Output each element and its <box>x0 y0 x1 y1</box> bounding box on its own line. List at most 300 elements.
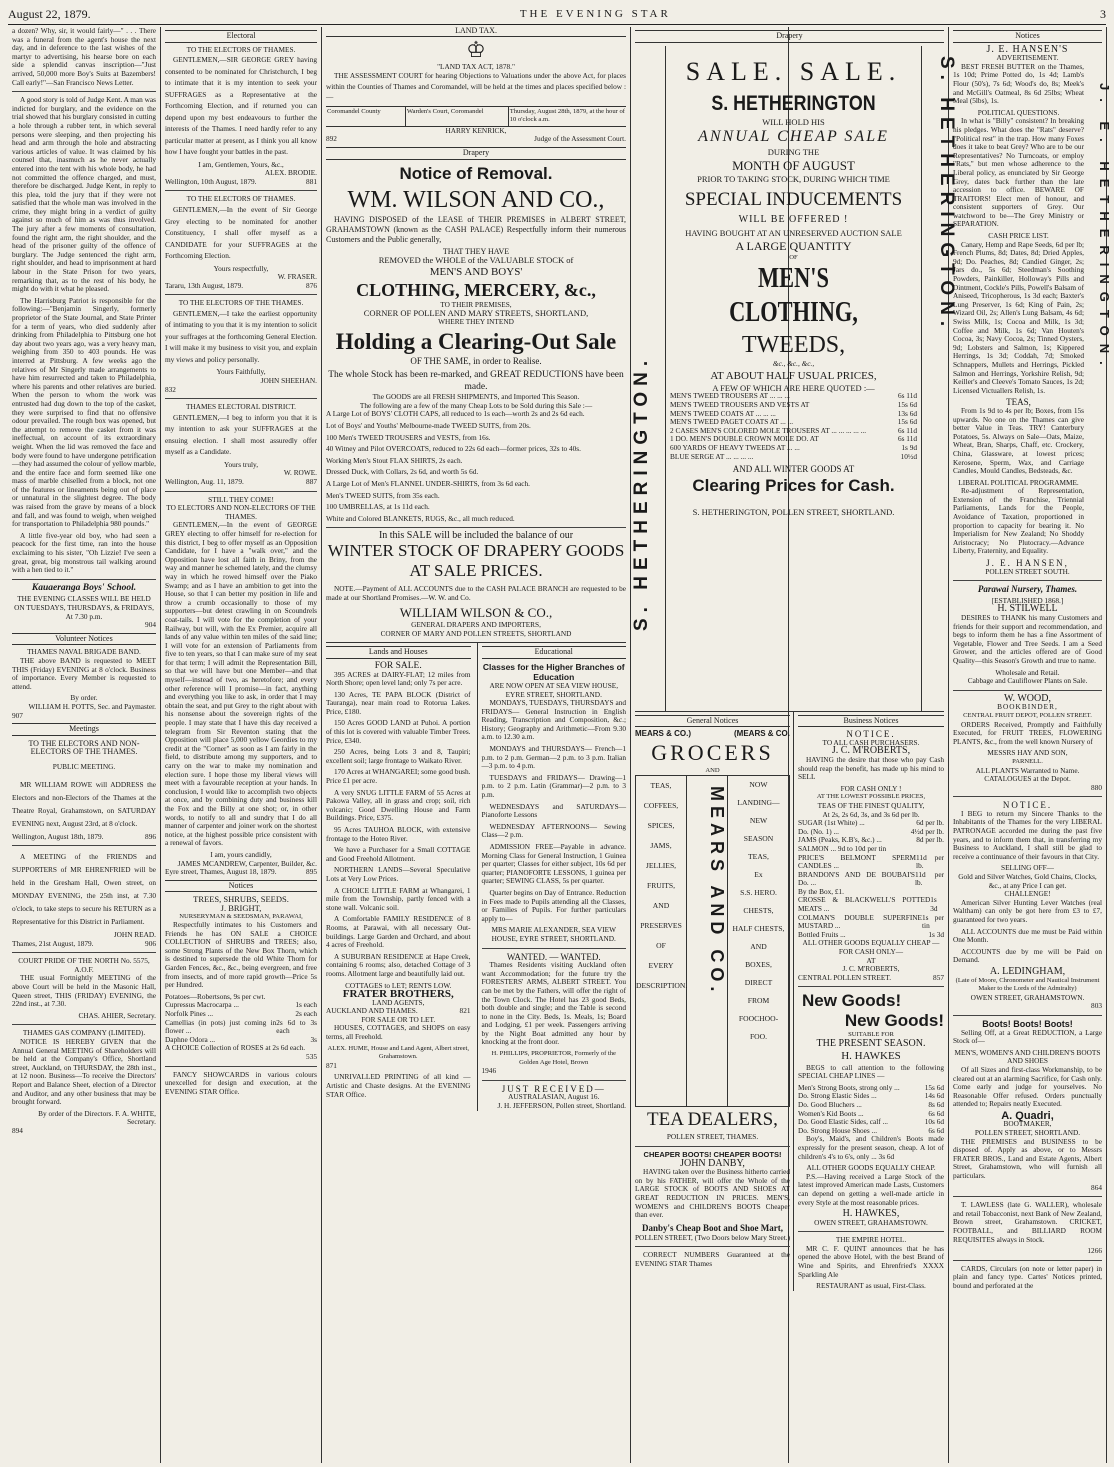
new-goods-1: New Goods! <box>802 991 902 1011</box>
price-item: BLUE SERGE AT ... ... ... ... <box>670 451 754 461</box>
elector4-number: 887 <box>306 477 317 486</box>
danby-heading: Danby's Cheap Boot and Shoe Mart, <box>641 1222 784 1233</box>
price-item: JAMS (Peaks, K.B's, &c.) ... <box>798 835 882 845</box>
stilwell-body: DESIRES to THANK his many Customers and friends for their support and recommendation, and begs to inform them he has a fine Assortment of Vegetable, Flower and Tree Seeds. I am a Seed Grower, and the articles offered are of Good Quality—this Season's Growth and true to name. <box>953 613 1102 665</box>
for-sale-or-let: FOR SALE OR TO LET. <box>361 1014 436 1024</box>
elector4-date: Wellington, Aug. 11, 1879. <box>165 477 244 486</box>
list-item: TEAS, <box>748 852 769 862</box>
established: [ESTABLISHED 1868.] <box>991 595 1064 605</box>
list-item: LANDING— <box>737 798 780 808</box>
divider <box>953 1260 1102 1261</box>
elector3-signature: JOHN SHEEHAN. <box>260 376 317 386</box>
mens-and-boys: MEN'S AND BOYS' <box>429 265 523 278</box>
wanted-number: 1946 <box>481 1066 497 1076</box>
divider <box>165 491 317 492</box>
tea-address: POLLEN STREET, THAMES. <box>666 1132 759 1142</box>
hetherington-price-list <box>670 392 917 461</box>
houses-body: HOUSES, COTTAGES, and SHOPS on easy terms, all Freehold. <box>326 1023 471 1042</box>
hansen-body-wrap <box>953 63 1084 556</box>
cabbage-plants: Cabbage and Cauliflower Plants on Sale. <box>967 676 1088 686</box>
roberts-footer <box>798 974 944 983</box>
volunteer-section-heading: Volunteer Notices <box>12 633 156 646</box>
land-tax-footer <box>326 135 626 144</box>
winter-stock: WINTER STOCK OF DRAPERY GOODS AT SALE PRICES. <box>327 540 625 580</box>
quadri-subtitle: BOOTMAKER, <box>1003 1119 1052 1129</box>
challenge: CHALLENGE! <box>1004 889 1051 899</box>
meeting2-body: A MEETING of the FRIENDS and SUPPORTERS of MR EHRENFRIED will be held in the Gresham Hall, Owen street, on MONDAY EVENING, the 25th inst, at 7.30 o'clock, to take steps to secure his RETURN as a Representative for this District in Parliament. <box>12 852 156 927</box>
list-item: BOXES, <box>745 960 772 970</box>
winter-goods: AND ALL WINTER GOODS AT <box>732 464 855 475</box>
during-the: DURING THE <box>767 147 820 158</box>
meeting2-number: 906 <box>145 938 156 948</box>
catalogues: CATALOGUES at the Depot. <box>984 774 1071 784</box>
price-value: 2s 6d to 3s each <box>276 1017 317 1036</box>
school-body: THE EVENING CLASSES WILL BE HELD ON TUESDAYS, THURSDAYS, & FRIDAYS, At 7.30 p.m. <box>14 594 154 621</box>
story-petrified: The Harrisburg Patriot is responsible for the following:—"Benjamin Singerly, formerly proprietor of the State Journal, and State Printer for a term of years, who died suddenly after drinking from Philadelphia to Pittsburg one hot day about two years ago, was a very heavy man, weighing from 350 to 403 pounds. He was interred at Pittsburg. A few weeks ago the relatives of Mr Singerly made arrangements to have him resurrected and taken to Philadelphia, where his parents and other relatives are buried. When the person to whom the work was entrusted had dug down to the top of the casket, they were surprised to find that no offensive odour prevailed. The rough box was opened, but the attempt to remove the casket from it was ineffectual, on account of its extraordinary weight. When the lid was removed the face and body were found to have undergone petrification—they had assumed the colour of yellow marble, and the entire face and form seemed like one mass of marble chiselled from a block, not one of the features or lineaments being out of place or unnatural in the slightest degree. The body was raised from the grave by means of a block and fall, and was found to weigh, when weighed for transportation to Philadelphia 980 pounds." <box>12 295 156 529</box>
crest-icon: ♔ <box>466 36 486 62</box>
educational-section <box>477 643 627 1110</box>
removed-stock: REMOVED the WHOLE of the VALUABLE STOCK of <box>378 255 574 266</box>
large-quantity: A LARGE QUANTITY <box>735 238 852 253</box>
table-cell: Thursday, August 28th, 1879, at the hour of 10 o'clock a.m. <box>509 107 625 124</box>
list-item: 100 UMBRELLAS, at 1s 11d each. <box>326 502 430 512</box>
price-item: Do. Good Elastic Sides, calf ... <box>798 1117 888 1127</box>
business-notices-heading: Business Notices <box>798 715 944 728</box>
price-row <box>165 1019 317 1036</box>
divider <box>165 1066 317 1067</box>
danby-address: POLLEN STREET, (Two Doors below Mary Street.) <box>635 1232 790 1242</box>
tea-dealers: TEA DEALERS, <box>647 1109 778 1131</box>
page-number: 3 <box>1099 6 1106 21</box>
hetherington-name: S. HETHERINGTON <box>711 91 876 115</box>
list-item: S.S. HERO. <box>740 888 777 898</box>
price-value: 11d per lb. <box>914 869 944 888</box>
price-item: 1 DO. MEN'S DOUBLE CROWN MOLE DO. AT <box>670 434 819 444</box>
grocers: GROCERS <box>651 739 774 765</box>
list-item: Working Men's Stout FLAX SHIRTS, 2s each. <box>326 455 463 465</box>
elector2-close: Yours respectfully, <box>213 263 269 273</box>
price-item: BRANDON'S AND DE BOUBAI'S Do. ... <box>798 869 915 888</box>
meeting-body: MR WILLIAM ROWE will ADDRESS the Electors and non-Electors of the Thames at the Theatre Royal, Grahamstown, on SATURDAY EVENING next, August 23rd, at 8 o'clock. <box>12 779 156 828</box>
court-body: THE usual Fortnightly MEETING of the above Court will be held in the Masonic Hall, Queen street, THIS (FRIDAY) EVENING, the 22nd inst., at 7.30. <box>12 973 156 1009</box>
lands-northern: NORTHERN LANDS—Several Speculative Lots at Very Low Prices. <box>326 865 471 883</box>
boots-body: Selling Off, at a Great REDUCTION, a Large Stock of— <box>953 1027 1102 1046</box>
premises-number: 864 <box>1091 1182 1102 1192</box>
fresh-shipments: The GOODS are all FRESH SHIPMENTS, and Imported This Season. <box>372 392 580 402</box>
wood-orders: ORDERS Received, Promptly and Faithfully Executed, for FRUIT TREES, FLOWERING PLANTS, &c., from the well known Nursery of <box>953 719 1102 746</box>
to-premises: TO THEIR PREMISES, <box>440 299 512 309</box>
australasian: AUSTRALASIAN, August 16. <box>508 1092 600 1102</box>
cash-purchasers: TO ALL CASH PURCHASERS. <box>822 737 920 747</box>
list-item: 250 Acres, being Lots 3 and 8, Taupiri; excellent soil; large frontage to Waikato River. <box>326 747 471 765</box>
elector5-number: 895 <box>306 867 317 877</box>
frater-number: 821 <box>459 1006 471 1016</box>
wood-name: W. WOOD, <box>1004 692 1051 704</box>
wood-number: 880 <box>1091 782 1102 792</box>
elector3-title: TO THE ELECTORS OF THE THAMES. <box>178 298 304 308</box>
correct-numbers: CORRECT NUMBERS Guaranteed at the EVENING STAR Thames <box>635 1250 790 1268</box>
hansen-vertical: J. E. HETHERINGTON. <box>1097 82 1112 373</box>
divider <box>482 948 627 949</box>
notice-of-removal: Notice of Removal. <box>399 163 553 183</box>
clearing-out-sale: Holding a Clearing-Out Sale <box>335 328 617 354</box>
price-item: Do. Strong Elastic Sides ... <box>798 1091 877 1101</box>
hansen-ad <box>953 61 1112 556</box>
wanted-body: Thames Residents visiting Auckland often want Accommodation; for the future try the FORESTERS' ARMS, ALBERT STREET. You can be met by the Fathers, will offer the right of the Town Clock. The Hotel has 23 good Beds, both double and single; and the Table is second to none in the City. Beds, 1s. Meals, 1s; Board and Lodging, £1 per week. Passengers arriving by the Night Boat admitted any hour by knocking at the front door. <box>481 960 626 1047</box>
divider <box>953 1015 1102 1016</box>
cash-price-list: CASH PRICE LIST. <box>988 231 1049 241</box>
half-prices: AT ABOUT HALF USUAL PRICES, <box>710 369 877 382</box>
mears-left: MEARS & CO.) <box>635 729 691 739</box>
mears-header <box>635 730 790 739</box>
price-item: Camellias (in pots) just coming in flower ... <box>165 1017 277 1036</box>
lands-section <box>326 643 471 1110</box>
payment-note: NOTE.—Payment of ALL ACCOUNTS due to the CASH PALACE BRANCH are requested to be made at our Shortland Promises.—W. W. and Co. <box>326 583 626 602</box>
land-tax-number: 892 <box>326 134 337 144</box>
gas-title: THAMES GAS COMPANY (LIMITED). <box>22 1028 146 1038</box>
trees-number: 535 <box>306 1052 317 1061</box>
price-value: 14s 6d <box>924 1091 944 1101</box>
cottages-to-let: COTTAGES to LET; RENTS LOW. <box>345 980 452 990</box>
story-judge-kent: A good story is told of Judge Kent. A man was indicted for burglary, and the evidence on the trial showed that his burglary consisted in cutting a hole through a rubber tent, in which several persons were sleeping, and then projecting his head and arm through the hole and abstracting various articles of value. It was claimed by his counsel that, inasmuch as he never actually entered into the tent with his whole body, he had not committed the offence charged, and must, therefore be discharged. Judge Kent, in reply to this plea, told the jury that if they were not satisfied that the whole man was involved in the crime, they might bring in a verdict of guilty against so much of him as was thus involved. The jury after a few moments of consultation, found the right arm, the right shoulder, and the head of the prisoner guilty of the offence of burglary. The Judge sentenced the right arm, right shoulder, and head to imprisonment at hard labour in the State Prison for two years, remarking that, as to the rest of his body, he might do with it what he pleased. <box>12 95 157 294</box>
mears-right: (MEARS & CO. <box>734 729 790 739</box>
elector4-footer <box>165 478 317 487</box>
price-item: Women's Kid Boots ... <box>798 1108 864 1118</box>
hansen-name-2: J. E. HANSEN, <box>986 558 1069 569</box>
list-item: NEW <box>749 816 768 826</box>
list-item: 95 Acres TAUHOA BLOCK, with extensive frontage to the Hoteo River. <box>326 825 471 843</box>
hawkes-name: H. HAWKES <box>841 1049 901 1062</box>
list-item: 395 ACRES at DAIRY-FLAT; 12 miles from North Shore; open level land; only 7s per acre. <box>326 669 471 688</box>
price-item: 600 YARDS OF HEAVY TWEEDS AT ... ... <box>670 442 800 452</box>
cards-body: CARDS, Circulars (on note or letter paper) in plain and fancy type. Cartes' Notices printed, bound and perforated at the <box>953 1263 1102 1290</box>
list-item: FRUITS, <box>646 881 676 891</box>
roberts-signature: J. C. M'ROBERTS, <box>842 964 900 974</box>
mears-section <box>635 712 793 1291</box>
list-item: 170 Acres at WHANGAREI; some good bush. Price £1 per acre. <box>326 767 471 786</box>
divider <box>953 796 1102 797</box>
parnell: PARNELL. <box>1012 757 1043 765</box>
hawkes-address: OWEN STREET, GRAHAMSTOWN. <box>814 1217 928 1227</box>
elector3-close: Yours Faithfully, <box>216 367 266 377</box>
list-item: WEDNESDAYS and SATURDAYS— Pianoforte Lessons <box>481 801 626 820</box>
land-tax-signature: HARRY KENRICK, <box>445 125 507 135</box>
price-value: 10½d <box>900 451 917 461</box>
suitable-for: SUITABLE FOR <box>848 1031 894 1039</box>
price-value: 8s 6d <box>928 1099 944 1109</box>
trees-title: TREES, SHRUBS, SEEDS. <box>193 894 289 905</box>
list-item: 40 Witney and Pilot OVERCOATS, reduced to 22s 6d each—former prices, 32s to 40s. <box>326 444 581 454</box>
cash-only: FOR CASH ONLY ! <box>840 783 902 793</box>
trees-name: J. BRIGHT, <box>220 902 262 913</box>
for-sale: FOR SALE. <box>374 660 422 671</box>
list-item: DIRECT <box>744 978 773 988</box>
meeting-date: Wellington, August 18th, 1879. <box>12 831 104 841</box>
hay-and-son: MESSRS HAY AND SON, <box>987 748 1068 758</box>
list-item: 150 Acres GOOD LAND at Puhoi. A portion of this lot is covered with valuable Timber Trees. Price, £340. <box>326 718 471 745</box>
table-cell: Coromandel County <box>326 107 406 126</box>
list-item: SPICES, <box>647 821 675 831</box>
hansen-name: J. E. HANSEN'S <box>986 43 1069 55</box>
price-value: 2s each <box>295 1009 317 1019</box>
frater-address: AUCKLAND AND THAMES. <box>326 1006 418 1016</box>
frater-brothers: FRATER BROTHERS, <box>342 988 454 1001</box>
mears-box <box>635 775 790 1107</box>
corner-address: CORNER OF POLLEN AND MARY STREETS, SHORTLAND, <box>363 308 589 319</box>
month-of-august: MONTH OF AUGUST <box>732 157 855 173</box>
court-title: COURT PRIDE OF THE NORTH No. 5575, A.O.F. <box>18 956 150 974</box>
list-item: WEDNESDAY AFTERNOONS— Sewing Class—2 p.m. <box>481 821 626 840</box>
band-signature: WILLIAM H. POTTS, Sec. and Paymaster. <box>28 701 156 711</box>
lands-choice: A CHOICE LITTLE FARM at Whangarei, 1 mile from the Township, partly fenced with a stone wall. Volcanic soil. <box>326 885 471 912</box>
divider <box>635 1146 790 1147</box>
notice-body: I BEG to return my Sincere Thanks to the Inhabitants of the Thames for the very LIBERAL PATRONAGE accorded me during the past five years, and to inform them that, in transferring my Business to Auckland, I shall still be glad to receive a continuance of their favours in that City. <box>953 808 1102 861</box>
list-item: A very SNUG LITTLE FARM of 55 Acres at Pakowa Valley, all in grass and crop; soil, rich volcanic; Good Dwelling House and Farm Buildings. Price, £375. <box>326 787 471 823</box>
list-item: FOO. <box>749 1032 768 1042</box>
divider <box>798 1231 944 1232</box>
land-tax-heading: LAND TAX. <box>326 27 626 37</box>
special-inducements: SPECIAL INDUCEMENTS <box>684 189 903 211</box>
annual-cheap-sale: ANNUAL CHEAP SALE <box>698 128 889 146</box>
ledingham-body: (Late of Moore, Chronometer and Nautical Instrument Maker to the Lords of the Admiralty) <box>955 976 1100 993</box>
at-label: AT <box>866 955 876 965</box>
elector5-subtitle: TO ELECTORS AND NON-ELECTORS OF THE THAMES. <box>166 503 316 521</box>
empire-hotel: THE EMPIRE HOTEL. <box>835 1235 907 1245</box>
in-this-sale: In this SALE will be included the balance of our <box>378 530 574 542</box>
list-item: Lot of Boys' and Youths' Melbourne-made TWEED SUITS, from 20s. <box>326 421 531 430</box>
price-item: SUGAR (1st White) ... <box>798 818 865 828</box>
price-item: MEN'S TWEED TROUSERS AND VESTS AT <box>670 399 810 409</box>
mears-vertical-cell <box>687 776 728 1106</box>
price-item: A CHOICE Collection of ROSES at 2s 6d each. <box>165 1043 306 1053</box>
divider <box>953 1196 1102 1197</box>
clothing-mercery: CLOTHING, MERCERY, &c., <box>356 279 596 300</box>
elector1-body: GENTLEMEN,—SIR GEORGE GREY having consented to be nominated for Christchurch, I beg to intimate that it is my intention to seek your SUFFRAGES as a Representative at the Forthcoming Election, and if returned you can depend upon my best endeavours to further the interests of the Thames. I need hardly refer to any particular matter at present, as I think you all know how I have fought your battles in the past. <box>165 55 317 157</box>
divider <box>635 1246 790 1247</box>
list-item: ADMISSION FREE—Payable in advance. Morning Class for General Instruction, 1 Guinea per quarter; Classes for either subject, 10s 6d per quarter; PIANOFORTE LESSONS, 1 guinea per quarter; SEWING CLASS, 5s per quarter. <box>481 842 626 886</box>
list-item: PRESERVES <box>640 921 682 931</box>
tweeds: TWEEDS, <box>741 332 846 359</box>
price-item: CROSSE & BLACKWELL'S POTTED MEATS ... <box>798 895 931 914</box>
band-title: THAMES NAVAL BRIGADE BAND. <box>27 647 141 657</box>
land-tax-act: "LAND TAX ACT, 1878." <box>437 61 515 71</box>
wilson-lots-list <box>326 410 626 523</box>
hetherington-address: S. HETHERINGTON, POLLEN STREET, SHORTLAND. <box>692 506 895 517</box>
column-2 <box>161 27 321 1463</box>
list-item: HALF CHESTS, <box>732 924 785 934</box>
elector1-footer <box>165 178 317 187</box>
business-section <box>793 712 944 1291</box>
danby-name: JOHN DANBY, <box>680 1157 745 1169</box>
price-item: Cupressus Macrocarpa ... <box>165 1000 239 1010</box>
price-row <box>670 453 917 462</box>
list-item: EVERY <box>648 961 674 971</box>
price-item: Do. Strong House Shoes ... <box>798 1125 878 1135</box>
list-item: TUESDAYS and FRIDAYS— Drawing—1 p.m. to 2 p.m. Latin (Grammar)—2 p.m. to 3 p.m. <box>481 772 626 800</box>
elector5-footer <box>165 868 317 877</box>
quadri-address: POLLEN STREET, SHORTLAND. <box>974 1128 1081 1138</box>
divider <box>12 91 156 92</box>
roberts-name: J. C. M'ROBERTS, <box>831 745 911 757</box>
price-value: 4½d per lb. <box>910 826 944 836</box>
list-item: JELLIES, <box>645 861 677 871</box>
clearing-prices: Clearing Prices for Cash. <box>692 475 895 495</box>
story-advertising: a dozen? Why, sir, it would fairly—" . . . There was a funeral from the agent's house the next day, and in deference to the last wishes of the martyr to advertising, his hearse bore on each side a splendid canvas inscription—"Just arrived, 50,000 more Boy's Suits at Bazembers! Call early!"—San Francisco News Letter. <box>12 26 156 87</box>
elector2-footer <box>165 282 317 291</box>
price-value: 6s 11d <box>898 425 917 435</box>
divider <box>165 398 317 399</box>
price-value: 15s 6d <box>897 399 917 409</box>
elector1-number: 881 <box>306 176 317 186</box>
cash-price-body: Canary, Hemp and Rape Seeds, 6d per lb; French Plums, 8d; Dates, 8d; Dried Apples, 9d; Do. Peaches, 8d; Candied Ginger, 2s; Jars do., 5s 6d; Steedman's Soothing Powders, Painkiller, Holloway's Pills and Ointment, Cockle's Pills, Powell's Balsam of Aniseed, Tricopherous, 1s 3d each; Baxter's Lung Preserver, 1s 6d; King of Pain, 2s; Wizard Oil, 2s; Allen's Lung Balsam, 4s 6d; Swiss Milk, 1s; Cocoa and Milk, 1s 3d; Coffee and Milk, 1s 6d; Van Houten's Cocoa, 3s; Navy Cocoa, 2s; Tinned Oysters, 9d; Lobsters and Salmon, 1s; Kippered Herrings, 1s 3d; Coddah, 7d; Smoked Schnappers, Mullets and Herrings, Pickled Salmon and Herrings, Yorkshire Relish, 9d; Keiller's and Cleeve's Tomato Sauces, 1s 2d; Licensed Victuallers Relish, 1s. <box>953 239 1084 395</box>
list-item: JAMS, <box>650 841 672 851</box>
price-row <box>798 854 944 871</box>
list-item: SEASON <box>743 834 774 844</box>
elector5-signature: JAMES MCANDREW, Carpenter, Builder, &c. <box>177 858 317 868</box>
and-label: AND <box>705 766 720 774</box>
list-item: Dressed Duck, with Collars, 2s 6d, and worth 5s 6d. <box>326 467 479 477</box>
elector1-close: I am, Gentlemen, Yours, &c., <box>198 159 284 169</box>
divider <box>165 190 317 191</box>
issue-date: August 22, 1879. <box>8 6 91 21</box>
will-be-offered: WILL BE OFFERED ! <box>738 214 849 226</box>
trees-body: Respectfully intimates to his Customers and Friends he has ON SALE a CHOICE COLLECTION of SHRUBS and TREES; also, some Strong Plants of the New Box Thorn, which is destined to supersede the old White Thorn for Garden Fences, &c., &c., being evergreen, and free from insects, and of more rapid growth—Price 5s per Hundred. <box>165 920 317 990</box>
price-row <box>798 871 944 888</box>
elector2-body: GENTLEMEN,—In the event of Sir George Grey electing to be nominated for another Constituency, I shall offer myself as a CANDIDATE for your SUFFRAGES at the Forthcoming Election. <box>165 205 317 261</box>
list-item: 130 Acres, TE PAPA BLOCK (District of Tauranga), near main road to Rotorua Lakes. Price, £180. <box>326 689 471 716</box>
wilson-address: CORNER OF MARY AND POLLEN STREETS, SHORTLAND <box>380 628 572 638</box>
danby-body: HAVING taken over the Business hitherto carried on by his FATHER, will offer the Whole of the LARGE STOCK of BOOTS AND SHOES AT GREAT REDUCTION IN PRICES. MEN'S, WOMEN'S and CHILDREN'S BOOTS Cheaper than ever. <box>635 1167 790 1220</box>
wilson-firm-name-2: WILLIAM WILSON & CO., <box>399 605 553 621</box>
wilson-subtitle: GENERAL DRAPERS AND IMPORTERS, <box>411 620 541 630</box>
ledingham-address: OWEN STREET, GRAHAMSTOWN. <box>970 992 1085 1002</box>
price-value: 1s 3d <box>928 929 944 939</box>
band-body: THE above BAND is requested to MEET THIS (Friday) EVENING at 8 o'clock. Business of importance. Every Member is requested to attend. <box>12 655 156 691</box>
list-item: 100 Men's TWEED TROUSERS and VESTS, from 16s. <box>326 432 491 442</box>
price-value: 1s 3d <box>930 895 938 914</box>
list-item: FOOCHOO- <box>738 1014 779 1024</box>
list-item: White and Colored BLANKETS, RUGS, &c., all much reduced. <box>326 513 515 523</box>
elector5-body: GENTLEMEN,—In the event of GEORGE GREY electing to offer himself for re-election for this district, I beg to offer myself as an Opposition Candidate, for I have a "walk over," and the Opposition have lost all faith in Briny, from the way and manner he schemed lately, and the clumsy way in which he rowed himself over the Piako Swamp; and as I have an ambition to get into the House, so that I can better my position in life and throw a crumb occasionally to those of my supporters—but detest crawling in on Scoundrels coat-tails. I will vote for the completion of your Railway, but will, with the Ex Premier, acquire all lands of any value within ten miles of the said line; I will vote for an extension of Parliaments from five to ten years, so that I can make sure of my seat for that term; I will admit the Representation Bill, so that we will have but one Member—and that myself—instead of two, as heretofore; and every other reference will I promise—in fact, anything and everything you like to ask, in order that I may obtain the seat, and put Grey to the right about with his nonsense about the sovereign rights of the people. I may state that I have this day received a telegram from Sir Reventon stating that the Opposition will place 5,000 yellow Geordies to my credit at the "Corner" as soon as I am fairly in the field, to distribute among my supporters, and to carry on the war to make my nomination and election sure. I hope those my liberal views will meet with a favourable reception at your hands. In conclusion, I would like to accomplish two objects at once, and by combining duty and business kill the Fox and the Billy at one shot; or, in other words, to notify to all and sundry that I do all manner of carpenter and joiner work on the shortest notice, at the highest possible price consistent with a renewal of favors. <box>165 520 317 848</box>
price-value: 6s 11d <box>898 434 917 444</box>
meeting-title: TO THE ELECTORS AND NON-ELECTORS OF THE THAMES. <box>28 738 140 757</box>
meeting2-footer <box>12 940 156 949</box>
will-hold: WILL HOLD HIS <box>762 116 825 127</box>
plants-warranted: ALL PLANTS Warranted to Name. <box>975 765 1080 775</box>
story-peacock: A little five-year old boy, who had seen a peacock for the first time, ran into the house exclaiming to his sister, "Oh Lizzie! I've seen a great, great, big monstrous tail walking around with a hen tied to it." <box>12 530 156 575</box>
hawkes-all-other: ALL OTHER GOODS EQUALLY CHEAP. <box>806 1163 936 1173</box>
columns <box>8 26 1112 1463</box>
empire-body: MR C. F. QUINT announces that he has opened the above Hotel, with the best Brand of Wine and Spirits, and Ehrenfried's XXXX Sparkling Ale <box>798 1243 944 1279</box>
boots-heading: Boots! Boots! Boots! <box>982 1018 1073 1029</box>
hetherington-vertical-right: S. HETHERINGTON. <box>936 55 957 332</box>
wilson-body: HAVING DISPOSED of the LEASE of THEIR PREMISES in ALBERT STREET, GRAHAMSTOWN (known as the CASH PALACE) Respectfully inform their numerous Customers and the Public generally, <box>326 214 626 244</box>
price-row <box>165 1044 317 1053</box>
cheaper-boots: CHEAPER BOOTS! CHEAPER BOOTS! <box>643 1149 782 1159</box>
selling-off: SELLING OFF— <box>1001 863 1054 873</box>
divider <box>326 527 626 528</box>
list-item: MONDAYS and THURSDAYS— French—1 p.m. to 2 p.m. German—2 p.m. to 3 p.m. Italian—3 p.m. to 4 p.m. <box>481 744 626 771</box>
notices-section-heading: Notices <box>165 880 317 893</box>
price-row <box>798 914 944 931</box>
lands-suburban: A SUBURBAN RESIDENCE at Hape Creek, containing 6 rooms; also, detached Cottage of 3 rooms. Allotment large and beautifully laid out. <box>326 951 471 978</box>
education-title: Classes for the Higher Branches of Education <box>482 661 625 682</box>
list-item: Ex <box>754 870 763 880</box>
list-item: NOW <box>749 780 768 790</box>
sale-sale: SALE. SALE. <box>685 56 902 86</box>
divider <box>12 845 156 846</box>
divider <box>12 1024 156 1025</box>
price-item: Do. (No. 1) ... <box>798 826 839 836</box>
column-4 <box>631 27 957 1463</box>
all-other-goods: ALL OTHER GOODS EQUALLY CHEAP —FOR CASH ONLY— <box>802 938 940 957</box>
gas-number: 894 <box>12 1125 23 1135</box>
educational-section-heading: Educational <box>482 646 627 659</box>
following-lots: The following are a few of the many Cheap Lots to be Sold during this Sale :— <box>359 400 593 410</box>
just-received: JUST RECEIVED— <box>501 1083 606 1094</box>
price-value: 6s 6d <box>928 1125 944 1135</box>
houses-number: 871 <box>326 1060 337 1070</box>
hetherington-vertical-left: S. HETHERINGTON. <box>631 354 652 631</box>
price-item: COLMAN'S DOUBLE SUPERFINE MUSTARD ... <box>798 912 923 931</box>
land-tax-body: THE ASSESSMENT COURT for hearing Objections to Valuations under the above Act, for places within the Counties of Thames and Coromandel, will be held at the times and places specified below :— <box>326 71 626 102</box>
lands-family: A Comfortable FAMILY RESIDENCE of 8 Rooms, at Parawai, with all necessary Out-buildings. Large Garden and Orchard, and about 4 acres of Freehold. <box>326 914 471 950</box>
frater-subtitle: LAND AGENTS, <box>372 997 425 1007</box>
elector4-title: THAMES ELECTORAL DISTRICT. <box>186 402 296 412</box>
meeting2-signature: JOHN READ. <box>113 930 156 940</box>
boots-more: Of all Sizes and first-class Workmanship, to be cleared out at an alarming Sacrifice, for Cash only. Come early and judge for yourselves. No Reasonable Offer refused. Orders punctually attended to; Repairs neatly Executed. <box>953 1064 1102 1109</box>
price-value: 11d per lb. <box>916 852 944 871</box>
price-value: 13s 6d <box>897 408 917 418</box>
roberts-number: 857 <box>933 972 944 982</box>
elector1-title: TO THE ELECTORS OF THAMES. <box>186 44 296 54</box>
price-item: Norfolk Pines ... <box>165 1009 214 1019</box>
fruit-depot: CENTRAL FRUIT DEPOT, POLLEN STREET. <box>963 711 1092 719</box>
few-quoted: A FEW OF WHICH ARE HERE QUOTED :— <box>712 382 875 393</box>
list-item: A Large Lot of BOYS' CLOTH CAPS, all reduced to 1s each—worth 2s and 2s 6d each. <box>326 409 585 419</box>
wholesale-retail: Wholesale and Retail. <box>995 667 1060 677</box>
liberal-programme: LIBERAL POLITICAL PROGRAMME. <box>958 477 1079 487</box>
mears-right-list <box>728 776 789 1106</box>
roberts-price-list <box>798 819 944 939</box>
price-value: 10s 6d <box>924 1117 944 1127</box>
price-item: Potatoes—Robertsons, 9s per cwt. <box>165 991 266 1001</box>
wanted-signature: H. PHILLIPS, PROPRIETOR, Formerly of the Golden Age Hotel, Brown <box>491 1050 616 1066</box>
wilson-firm-name: WM. WILSON AND CO., <box>347 186 605 213</box>
wanted-title: WANTED. — WANTED. <box>506 951 601 962</box>
that-they-have: THAT THEY HAVE <box>442 246 510 256</box>
band-number: 907 <box>12 710 23 720</box>
mears-left-list <box>636 776 687 1106</box>
education-signature: MRS MARIE ALEXANDER, SEA VIEW HOUSE, EYRE STREET, SHORTLAND. <box>491 925 617 943</box>
elector4-close: Yours truly, <box>223 459 259 469</box>
hetherington-center <box>665 46 922 711</box>
list-item: DESCRIPTION. <box>636 981 688 991</box>
elector2-date: Tararu, 13th August, 1879. <box>165 280 244 290</box>
lands-purchaser: We have a Purchaser for a Small COTTAGE and Good Freehold Allotment. <box>326 845 471 863</box>
court-signature: CHAS. AHIER, Secretary. <box>78 1010 156 1020</box>
where-they-intend: WHERE THEY INTEND <box>438 317 514 327</box>
prior-to-stock: PRIOR TO TAKING STOCK, DURING WHICH TIME <box>697 173 890 184</box>
gas-signature: By order of the Directors. F. A. WHITE, Secretary. <box>38 1108 156 1127</box>
fancy-showcards: FANCY SHOWCARDS in various colours unexcelled for design and execution, at the EVENING STAR Office. <box>165 1069 317 1096</box>
teas-finest: TEAS OF THE FINEST QUALITY, <box>817 800 925 810</box>
electoral-section-heading: Electoral <box>165 30 317 43</box>
elector4-body: GENTLEMEN,—I beg to inform you that it is my intention to ask your SUFFRAGES at the ensuing election. I shall most assuredly offer myself as a Candidate. <box>165 412 317 457</box>
price-item: Bottled Fruits ... <box>798 929 846 939</box>
elector4-signature: W. ROWE. <box>283 468 317 478</box>
hansen-address: POLLEN STREET SOUTH. <box>985 566 1070 576</box>
